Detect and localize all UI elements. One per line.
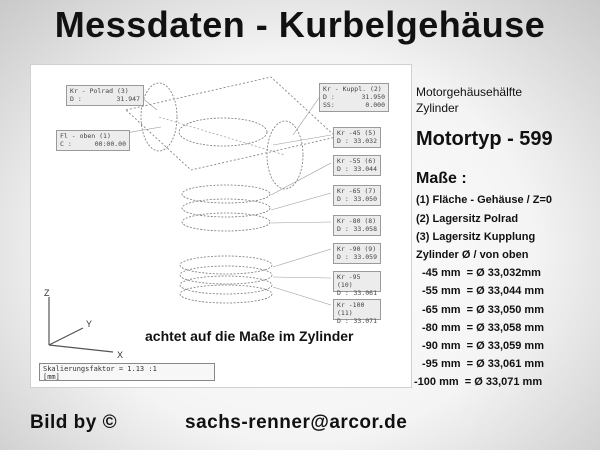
axis-y-label: Y <box>86 319 93 329</box>
label-80: Kr -80 (8) D : 33.058 <box>333 215 381 236</box>
axis-triad <box>49 297 113 352</box>
footer-credit: Bild by © sachs-renner@arcor.de <box>30 412 408 433</box>
label-kuppl: Kr - Kuppl. (2) D : 31.950 SS: 0.000 <box>319 83 389 112</box>
cylinder-rings <box>180 185 272 303</box>
masse-item: (2) Lagersitz Polrad <box>416 213 519 225</box>
label-45: Kr -45 (5) D : 33.032 <box>333 127 381 148</box>
cylinder-note: achtet auf die Maße im Zylinder <box>145 328 354 344</box>
label-90: Kr -90 (9) D : 33.059 <box>333 243 381 264</box>
label-100: Kr -100 (11) D : 33.071 <box>333 299 381 320</box>
axis-z-label: Z <box>44 288 50 298</box>
motor-type: Motortyp - 599 <box>416 128 553 150</box>
measurement-row: -90 mm = Ø 33,059 mm <box>422 340 544 352</box>
masse-item: (3) Lagersitz Kupplung <box>416 231 536 243</box>
masse-item: (1) Fläche - Gehäuse / Z=0 <box>416 194 553 206</box>
measurement-row: -100 mm = Ø 33,071 mm <box>414 376 543 388</box>
label-95: Kr -95 (10) D : 33.061 <box>333 271 381 292</box>
label-65: Kr -65 (7) D : 33.050 <box>333 185 381 206</box>
masse-heading: Maße : <box>416 170 467 187</box>
label-polrad: Kr - Polrad (3) D : 31.947 <box>66 85 144 106</box>
scale-factor-box: Skalierungsfaktor = 1.13 :1 [mm] <box>39 363 215 381</box>
axis-x-label: X <box>117 350 124 360</box>
measurement-row: -55 mm = Ø 33,044 mm <box>422 285 544 297</box>
page-title: Messdaten - Kurbelgehäuse <box>54 4 546 45</box>
zylinder-heading: Zylinder Ø / von oben <box>416 249 529 261</box>
part-description: Motorgehäusehälfte Zylinder <box>416 85 523 115</box>
email-link[interactable]: sachs-renner@arcor.de <box>185 412 408 433</box>
measurement-row: -45 mm = Ø 33,032mm <box>422 267 541 279</box>
measurement-row: -80 mm = Ø 33,058 mm <box>422 322 544 334</box>
top-ellipse <box>179 118 267 146</box>
reference-plane <box>126 77 336 170</box>
label-oben: Fl - oben (1) C : 00:00.00 <box>56 130 130 151</box>
measurement-row: -95 mm = Ø 33,061 mm <box>422 358 544 370</box>
label-55: Kr -55 (6) D : 33.044 <box>333 155 381 176</box>
measurement-row: -65 mm = Ø 33,050 mm <box>422 304 544 316</box>
